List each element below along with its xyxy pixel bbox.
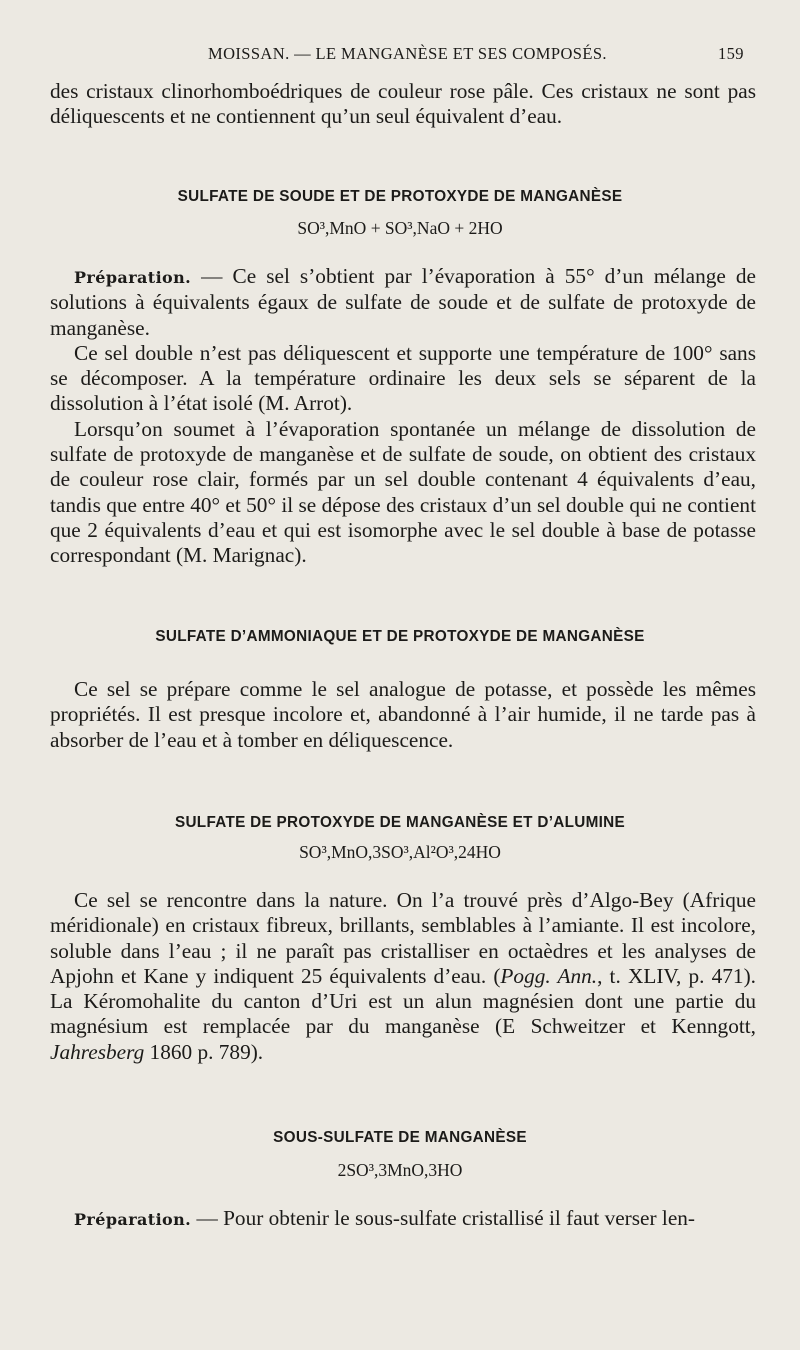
section-heading-sulfate-alumine: SULFATE DE PROTOXYDE DE MANGANÈSE ET D’ALUMINE [174, 814, 626, 831]
alumine-text-c: 1860 p. 789). [144, 1039, 264, 1064]
alumine-text-a: Ce sel se rencontre dans la nature. On l’a trouvé près d’Algo-Bey (Afrique méridionale) en cristaux fibreux, brillants, semblables à l’amiante. Il est incolore, soluble dans l’eau ; il ne paraît pas cristalliser en octaèdres et les analyses de Apjohn et Kane y indiquent 25 équivalents d’eau. ( [50, 888, 756, 988]
formula-sulfate-alumine: SO³,MnO,3SO³,Al²O³,24HO [299, 842, 501, 862]
section-heading-sulfate-soude: SULFATE DE SOUDE ET DE PROTOXYDE DE MANGANÈSE [177, 188, 623, 205]
page-number: 159 [718, 44, 744, 63]
paragraph-evaporation: Lorsqu’on soumet à l’évaporation spontanée un mélange de dissolution de sulfate de protoxyde de manganèse et de sulfate de soude, on obtient des cristaux de couleur rose clair, formés par un sel double contenant 4 équivalents d’eau, tandis que entre 40° et 50° il se dépose des cristaux d’un sel double qui ne contient que 2 équivalents d’eau et qui est isomorphe avec le sel double à base de potasse correspondant (M. Marignac). [50, 416, 756, 568]
section2-body [50, 677, 756, 753]
paragraph-double-salt: Ce sel double n’est pas déliquescent et supporte une température de 100° sans se décomposer. A la température ordinaire les deux sels se séparent de la dissolution à l’état isolé (M. Arrot). [50, 340, 756, 416]
formula-sulfate-soude: SO³,MnO + SO³,NaO + 2HO [297, 218, 503, 238]
paragraph-alumine [50, 888, 756, 1065]
alumine-text-b: , t. XLIV, p. 471). La Kéromohalite du canton d’Uri est un alun magnésien dont une partie du magnésium est remplacée par du manganèse (E Schweitzer et Kenngott, [50, 963, 756, 1039]
preparation-lead: Préparation. [74, 268, 192, 287]
reference-jahresberg: Jahresberg [50, 1039, 145, 1064]
section3-body [50, 888, 756, 1065]
preparation-paragraph [50, 264, 756, 341]
section-heading-sous-sulfate: SOUS-SULFATE DE MANGANÈSE [273, 1129, 527, 1146]
preparation-paragraph-sous-sulfate [50, 1206, 756, 1232]
running-title: MOISSAN. — LE MANGANÈSE ET SES COMPOSÉS. [208, 44, 607, 63]
formula-sous-sulfate: 2SO³,3MnO,3HO [337, 1160, 463, 1180]
paragraph-ammoniaque: Ce sel se prépare comme le sel analogue de potasse, et possède les mêmes propriétés. Il est presque incolore et, abandonné à l’air humide, il ne tarde pas à absorber de l’eau et à tomber en déliquescence. [50, 677, 756, 752]
intro-paragraph-block [50, 79, 756, 130]
preparation-lead-sous-sulfate: Préparation. [74, 1210, 192, 1229]
running-header [0, 44, 800, 66]
section-heading-sulfate-ammoniaque: SULFATE D’AMMONIAQUE ET DE PROTOXYDE DE MANGANÈSE [155, 628, 645, 645]
intro-paragraph: des cristaux clinorhomboédriques de couleur rose pâle. Ces cristaux ne sont pas déliquescents et ne contiennent qu’un seul équivalent d’eau. [50, 79, 756, 129]
preparation-text-sous-sulfate: — Pour obtenir le sous-sulfate cristallisé il faut verser len- [191, 1206, 696, 1230]
section1-body [50, 264, 756, 569]
preparation-text: — Ce sel s’obtient par l’évaporation à 55° d’un mélange de solutions à équivalents égaux de sulfate de soude et de sulfate de protoxyde de manganèse. [50, 264, 756, 340]
reference-pogg: Pogg. Ann. [500, 963, 598, 988]
section4-body [50, 1206, 756, 1232]
